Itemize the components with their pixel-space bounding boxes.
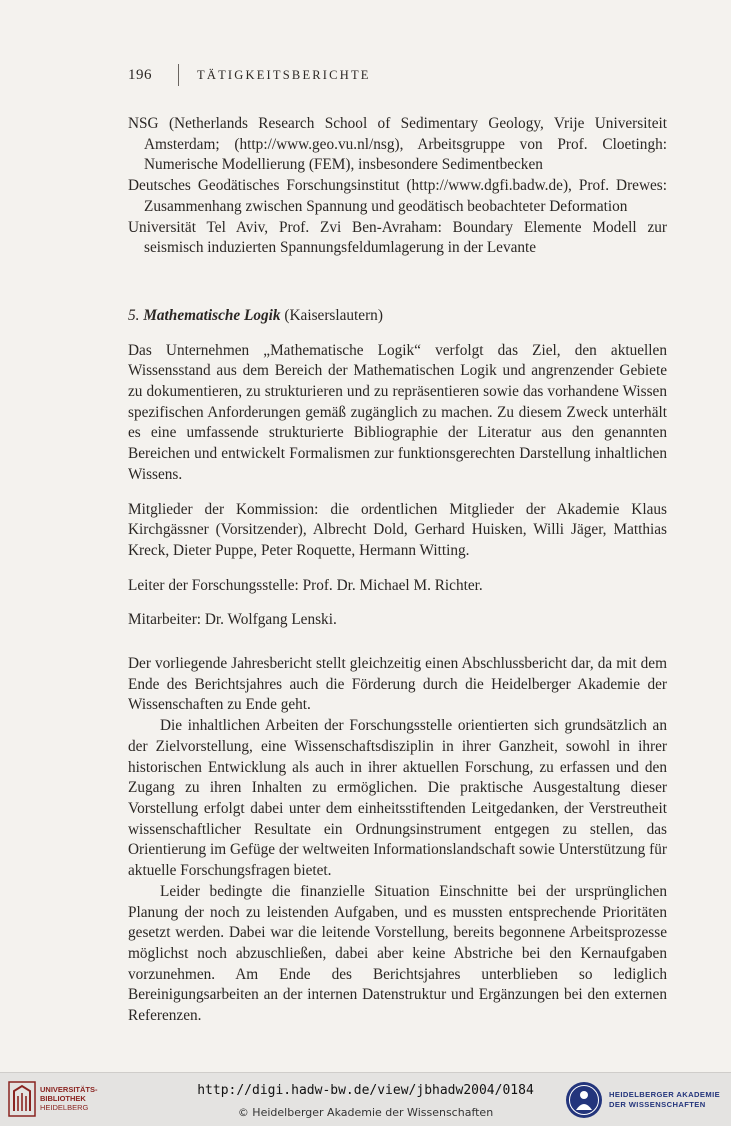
running-title: TÄTIGKEITSBERICHTE (197, 67, 371, 82)
academy-seal-icon (565, 1081, 603, 1119)
cooperation-entry-nsg: NSG (Netherlands Research School of Sedimentary Geology, Vrije Universiteit Amsterdam; (http://www.geo.vu.nl/nsg), Arbeitsgruppe von Prof. Cloetingh: Numerische Modellierung (FEM), insbesondere Sedimentbecken (128, 115, 667, 174)
cooperation-entry-tel-aviv: Universität Tel Aviv, Prof. Zvi Ben-Avraham: Boundary Elemente Modell zur seismisch induzierten Spannungsfeldumlagerung in der Levante (128, 218, 667, 257)
report-paragraph-3: Leider bedingte die finanzielle Situation Einschnitte bei der ursprünglichen Planung der noch zu leistenden Aufgaben, und es mussten entsprechende Prioritäten gesetzt werden. Dabei war die leitende Vorstellung, bereits begonnene Arbeitsprozesse möglichst noch abzuschließen, dabei aber keine Abstriche bei den Kernaufgaben vorzunehmen. Am Ende des Berichtsjahres unterblieben so lediglich Bereinigungsarbeiten an der internen Datenstruktur und Ergänzungen bei den externen Referenzen. (128, 882, 667, 1025)
page-body (128, 114, 667, 1027)
cooperation-entry-dgfi: Deutsches Geodätisches Forschungsinstitut (http://www.dgfi.badw.de), Prof. Drewes: Zusammenhang zwischen Spannung und geodätisch beobachteter Deformation (128, 177, 667, 215)
report-paragraph-1: Der vorliegende Jahresbericht stellt gleichzeitig einen Abschlussbericht dar, da mit dem Ende des Berichtsjahres auch die Förderung durch die Heidelberger Akademie der Wissenschaften zu Ende geht. (128, 655, 667, 714)
intro-paragraph: Das Unternehmen „Mathematische Logik“ verfolgt das Ziel, den aktuellen Wissensstand aus dem Bereich der Mathematischen Logik und angrenzender Gebiete zu dokumentieren, zu strukturieren und zu repräsentieren sowie das vorhandene Wissen spezifischen Anforderungen gemäß zugänglich zu machen. Zu diesem Zweck unterhält es eine umfassende strukturierte Bibliographie der Literatur aus den genannten Bereichen und entwickelt Formalismen zur funktionsgerechten Darstellung inhaltlichen Wissens. (128, 341, 667, 483)
research-leader-paragraph: Leiter der Forschungsstelle: Prof. Dr. Michael M. Richter. (128, 576, 483, 594)
academy-label: HEIDELBERGER AKADEMIE DER WISSENSCHAFTEN (609, 1090, 721, 1109)
section-title: Mathematische Logik (143, 306, 281, 324)
header-divider (178, 64, 179, 86)
digitization-footer (0, 1072, 731, 1126)
permalink-url[interactable]: http://digi.hadw-bw.de/view/jbhadw2004/0184 (197, 1083, 534, 1098)
section-heading (128, 306, 667, 327)
copyright-notice: © Heidelberger Akademie der Wissenschaften (237, 1106, 494, 1119)
page-header (128, 64, 371, 86)
university-library-label: UNIVERSITÄTS- BIBLIOTHEK HEIDELBERG (40, 1085, 98, 1112)
staff-paragraph: Mitarbeiter: Dr. Wolfgang Lenski. (128, 611, 337, 629)
page-number: 196 (128, 66, 152, 83)
section-number: 5. (128, 306, 140, 324)
report-paragraph-2: Die inhaltlichen Arbeiten der Forschungsstelle orientierten sich grundsätzlich an der Zielvorstellung, eine Wissenschaftsdisziplin in ihrer Ganzheit, sowohl in ihrer historischen Entwicklung als auch in ihrer aktuellen Forschung, zu erfassen und den Zugang zu ihren Inhalten zu ermöglichen. Die praktische Ausgestaltung dieser Vorstellung erfolgt dabei unter dem einheitsstiftenden Leitgedanken, der Verstreutheit wissenschaftlicher Resultate ein Ordnungsinstrument entgegen zu stellen, das Orientierung im Gefüge der weltweiten Informationslandschaft sowie Unterstützung für aktuelle Forschungsfragen bietet. (128, 717, 667, 880)
section-location: (Kaiserslautern) (284, 306, 383, 324)
commission-members-paragraph: Mitglieder der Kommission: die ordentlichen Mitglieder der Akademie Klaus Kirchgässner (Vorsitzender), Albrecht Dold, Gerhard Huisken, Willi Jäger, Matthias Kreck, Dieter Puppe, Peter Roquette, Hermann Witting. (128, 500, 667, 559)
